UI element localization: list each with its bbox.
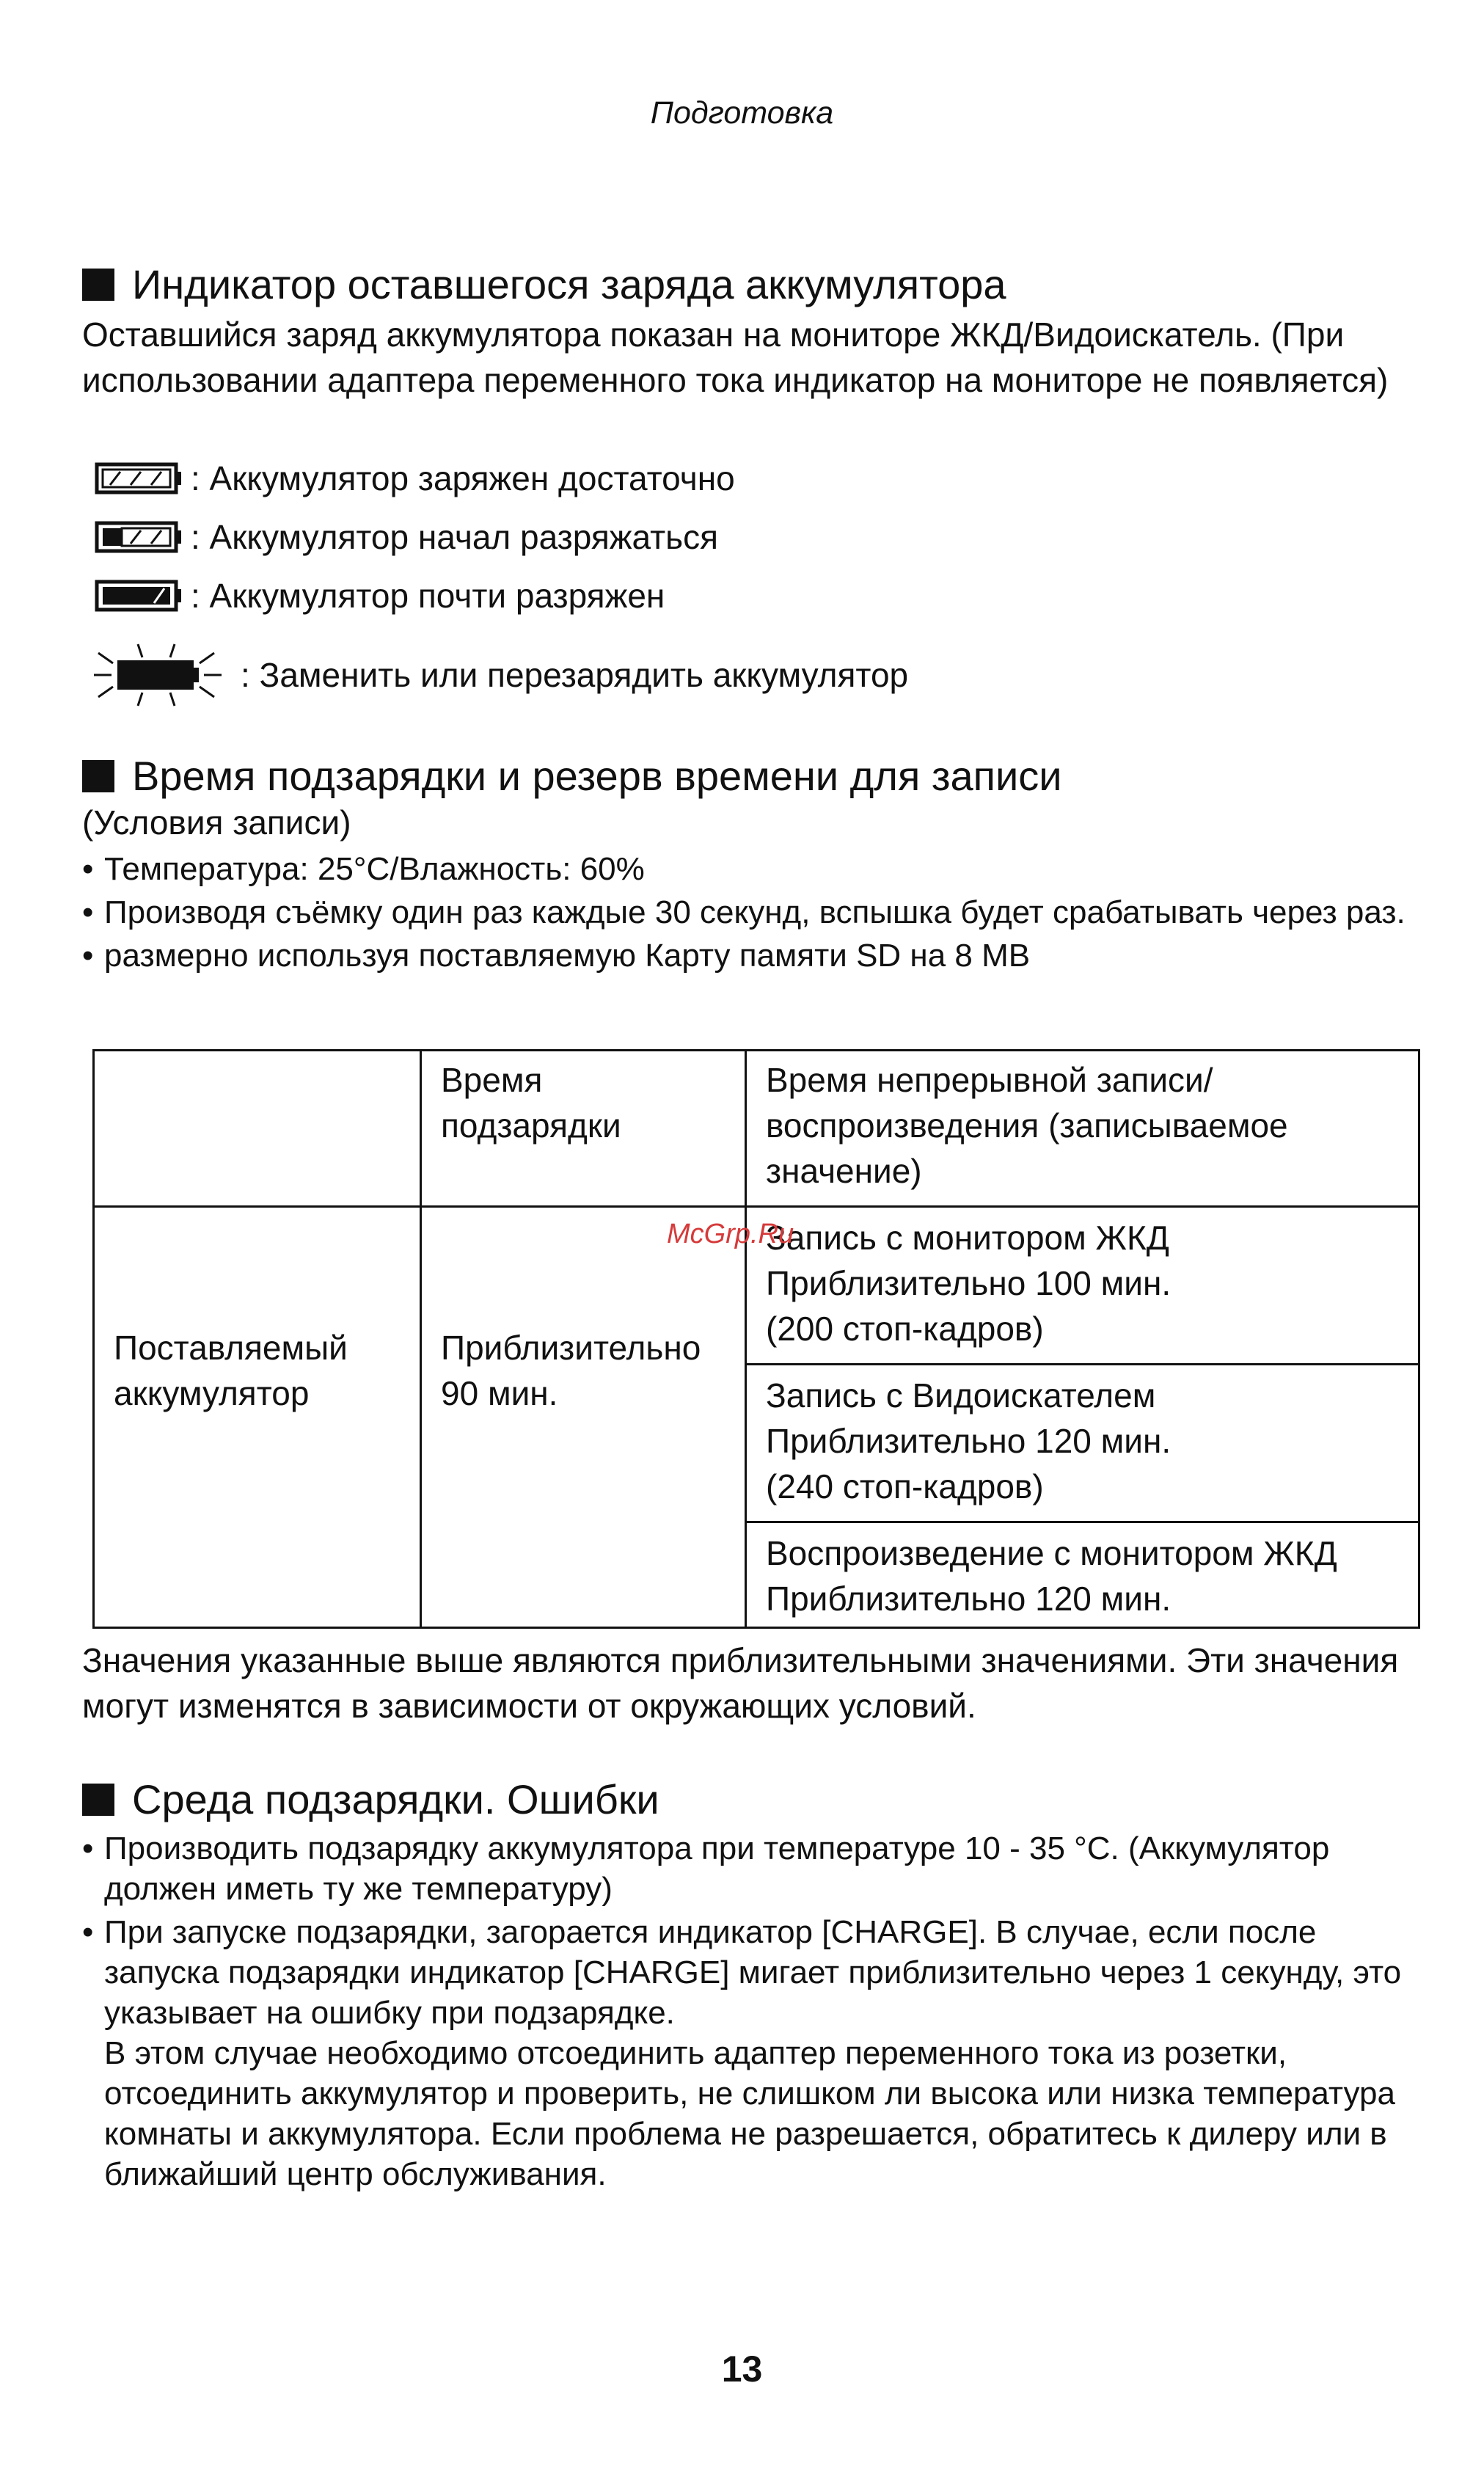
table-mode-lcd-record: Запись с монитором ЖКД Приблизительно 100 мин. (200 стоп-кадров) (766, 1219, 1172, 1348)
list-item: • Производя съёмку один раз каждые 30 секунд, вспышка будет срабатывать через раз. (82, 894, 1406, 930)
list-item: • Температура: 25°C/Влажность: 60% (82, 851, 645, 887)
battery-full-icon (94, 459, 183, 498)
indicator-label: : Аккумулятор почти разряжен (191, 577, 665, 615)
recording-conditions: (Условия записи) (82, 803, 351, 842)
table-mode-viewfinder-record: Запись с Видоискателем Приблизительно 120 мин. (240 стоп-кадров) (766, 1376, 1172, 1505)
section-heading-text: Среда подзарядки. Ошибки (132, 1776, 659, 1822)
table-note: Значения указанные выше являются приблизительными значениями. Эти значения могут изменятся в зависимости от окружающих условий. (82, 1641, 1399, 1725)
battery-low-icon (94, 576, 183, 616)
indicator-label: : Аккумулятор начал разряжаться (191, 518, 719, 556)
indicator-label: : Заменить или перезарядить аккумулятор (241, 656, 909, 694)
indicator-row-blinking (79, 638, 908, 712)
table-charge-time-value: Приблизительно 90 мин. (441, 1329, 701, 1412)
table-mode-lcd-playback: Воспроизведение с монитором ЖКД Приблизительно 120 мин. (766, 1534, 1337, 1618)
charging-time-table (92, 1049, 1420, 1629)
table-row-label: Поставляемый аккумулятор (114, 1329, 348, 1412)
watermark: McGrp.Ru (667, 1219, 794, 1249)
section-square-icon (82, 269, 114, 301)
table-header-charge-time: Время подзарядки (441, 1061, 621, 1145)
section-heading-charging-time (82, 752, 1062, 800)
list-item: • При запуске подзарядки, загорается индикатор [CHARGE]. В случае, если после запуска подзарядки индикатор [CHARGE] мигает приблизительно через 1 секунду, это указывает на ошибку при подзарядке. (82, 1914, 1402, 2031)
list-item: • Производить подзарядку аккумулятора при температуре 10 - 35 °C. (Аккумулятор должен иметь ту же температуру) (82, 1831, 1330, 1907)
page-header: Подготовка (650, 95, 834, 131)
section-heading-charging-environment (82, 1775, 659, 1823)
indicator-row-full (94, 459, 735, 498)
battery-medium-icon (94, 517, 183, 557)
indicator-row-low (94, 576, 665, 616)
indicator-row-medium (94, 517, 718, 557)
list-item: • размерно используя поставляемую Карту памяти SD на 8 MB (82, 938, 1031, 974)
section-heading-text: Время подзарядки и резерв времени для записи (132, 753, 1062, 799)
section1-intro: Оставшийся заряд аккумулятора показан на мониторе ЖКД/Видоискатель. (При использовании адаптера переменного тока индикатор на мониторе не появляется) (82, 315, 1389, 399)
section-square-icon (82, 1784, 114, 1816)
battery-blinking-icon (79, 638, 233, 712)
section-square-icon (82, 760, 114, 792)
environment-list (82, 1828, 1425, 2194)
section-heading-text: Индикатор оставшегося заряда аккумулятора (132, 261, 1006, 307)
page-number: 13 (721, 2348, 763, 2390)
conditions-list (82, 849, 1425, 976)
indicator-label: : Аккумулятор заряжен достаточно (191, 459, 735, 497)
table-header-recording-time: Время непрерывной записи/ воспроизведения (записываемое значение) (766, 1061, 1288, 1190)
section-heading-battery-indicator (82, 260, 1006, 308)
list-item-followup: В этом случае необходимо отсоединить адаптер переменного тока из розетки, отсоединить аккумулятор и проверить, не слишком ли высока или низка температура комнаты и аккумулятора. Если проблема не разрешается, обратитесь к дилеру или в ближайший центр обслуживания. (104, 2035, 1395, 2192)
